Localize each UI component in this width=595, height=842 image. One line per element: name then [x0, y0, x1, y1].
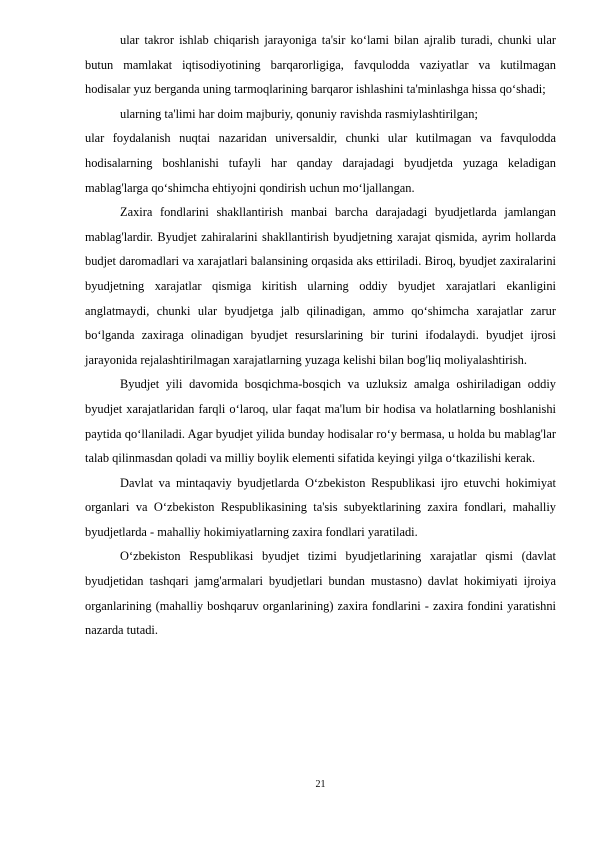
paragraph-5: Byudjet yili davomida bosqichma-bosqich va uzluksiz amalga oshiriladigan oddiy byudjet xarajatlaridan farqli o‘laroq, ular faqat ma'lum bir hodisa va holatlarning boshlanishi paytida qo‘llaniladi. Agar byudjet yilida bunday hodisalar ro‘y bermasa, u holda bu mablag'lar talab qilinmasdan qoladi va milliy boylik elementi sifatida keyingi yilga o‘tkazilishi kerak. — [85, 377, 556, 466]
paragraph-1: ular takror ishlab chiqarish jarayoniga ta'sir ko‘lami bilan ajralib turadi, chunki ular butun mamlakat iqtisodiyotining barqarorligiga, favqulodda vaziyatlar va kutilmagan hodisalar yuz berganda uning tarmoqlarining barqaror ishlashini ta'minlashga hissa qo‘shadi; — [85, 33, 556, 97]
paragraph-2: ularning ta'limi har doim majburiy, qonuniy ravishda rasmiylashtirilgan; — [120, 106, 478, 121]
document-page — [85, 28, 556, 643]
paragraph-4: Zaxira fondlarini shakllantirish manbai barcha darajadagi byudjetlarda jamlangan mablag'lardir. Byudjet zahiralarini shakllantirish byudjetning xarajat qismida, ayrim hollarda budjet daromadlari va xarajatlari balansining orqasida aks ettiriladi. Biroq, byudjet zaxiralarini byudjetning xarajatlar qismiga kiritish ularning oddiy byudjet xarajatlari ekanligini anglatmaydi, chunki ular byudjetga jalb qilinadigan, ammo qo‘shimcha xarajatlar zarur bo‘lganda zaxiraga olinadigan byudjet resurslarining bir turini ifodalaydi. byudjet ijrosi jarayonida rejalashtirilmagan xarajatlarning yuzaga kelishi bilan bog'liq moliyalashtirish. — [85, 205, 556, 367]
paragraph-7: O‘zbekiston Respublikasi byudjet tizimi byudjetlarining xarajatlar qismi (davlat byudjetidan tashqari jamg'armalari byudjetlari bundan mustasno) davlat hokimiyati ijroiya organlarining (mahalliy boshqaruv organlarining) zaxira fondlarini - zaxira fondini yaratishni nazarda tutadi. — [85, 549, 556, 638]
paragraph-6: Davlat va mintaqaviy byudjetlarda O‘zbekiston Respublikasi ijro etuvchi hokimiyat organlari va O‘zbekiston Respublikasining ta'sis subyektlarining zaxira fondlari, mahalliy byudjetlarda - mahalliy hokimiyatlarning zaxira fondlari yaratiladi. — [85, 475, 556, 539]
paragraph-3: ular foydalanish nuqtai nazaridan universaldir, chunki ular kutilmagan va favqulodda hodisalarning boshlanishi tufayli har qanday darajadagi byudjetda yuzaga keladigan mablag'larga qo‘shimcha ehtiyojni qondirish uchun mo‘ljallangan. — [85, 131, 556, 195]
page-number: 21 — [315, 779, 326, 790]
